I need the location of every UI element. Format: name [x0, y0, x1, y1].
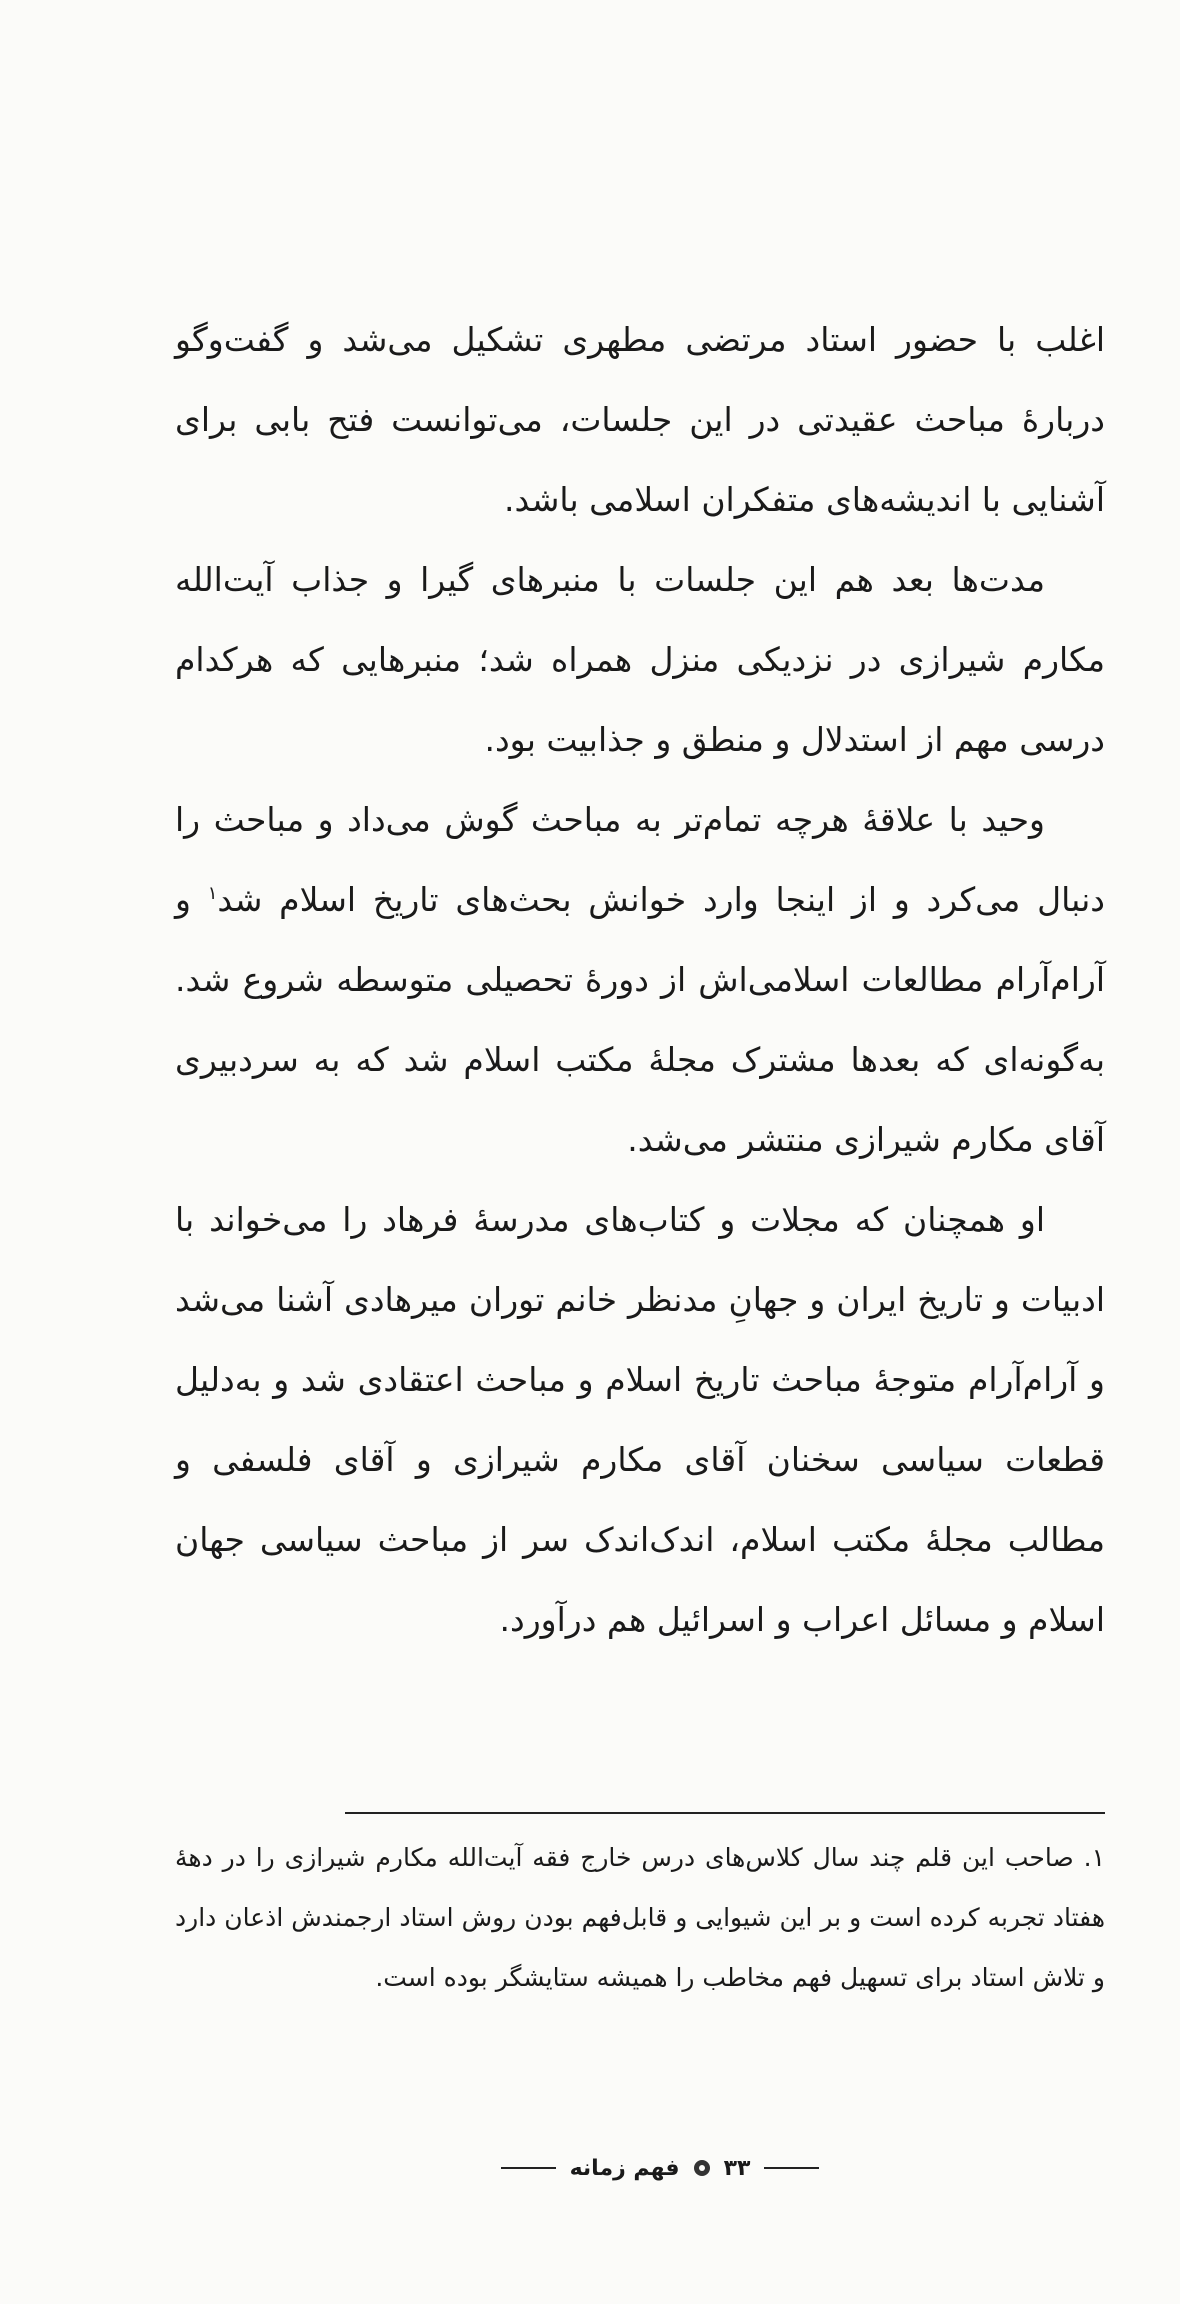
footnote	[175, 1828, 1105, 2008]
body-text	[175, 300, 1105, 1660]
paragraph-3-part-2: و آرام‌آرام مطالعات اسلامی‌اش از دورهٔ تحصیلی متوسطه شروع شد. به‌گونه‌ای که بعدها مشترک مجلهٔ مکتب اسلام شد که به سردبیری آقای مکارم شیرازی منتشر می‌شد.	[175, 880, 1105, 1159]
page-footer	[480, 2148, 840, 2188]
running-title: فهم زمانه	[569, 2155, 680, 2181]
paragraph-1: اغلب با حضور استاد مرتضی مطهری تشکیل می‌شد و گفت‌وگو دربارهٔ مباحث عقیدتی در این جلسات، می‌توانست فتح بابی برای آشنایی با اندیشه‌های متفکران اسلامی باشد.	[175, 320, 1105, 519]
paragraph-3	[175, 780, 1105, 1180]
page-number: ۳۳	[723, 2155, 751, 2181]
footer-dash-right	[501, 2167, 556, 2169]
ornament-icon	[694, 2160, 710, 2176]
paragraph-3-part-1: وحید با علاقهٔ هرچه تمام‌تر به مباحث گوش می‌داد و مباحث را دنبال می‌کرد و از اینجا وارد خوانش بحث‌های تاریخ اسلام شد	[175, 800, 1105, 919]
paragraph-4: او همچنان که مجلات و کتاب‌های مدرسهٔ فرهاد را می‌خواند با ادبیات و تاریخ ایران و جهانِ مدنظر خانم توران میرهادی آشنا می‌شد و آرام‌آرام متوجهٔ مباحث تاریخ اسلام و مباحث اعتقادی شد و به‌دلیل قطعات سیاسی سخنان آقای مکارم شیرازی و آقای فلسفی و مطالب مجلهٔ مکتب اسلام، اندک‌اندک سر از مباحث سیاسی جهان اسلام و مسائل اعراب و اسرائیل هم درآورد.	[175, 1200, 1105, 1639]
footer-dash-left	[764, 2167, 819, 2169]
footnote-text: ۱. صاحب این قلم چند سال کلاس‌های درس خارج فقه آیت‌الله مکارم شیرازی را در دههٔ هفتاد تجربه کرده است و بر این شیوایی و قابل‌فهم بودن روش استاد ارجمندش اذعان دارد و تلاش استاد برای تسهیل فهم مخاطب را همیشه ستایشگر بوده است.	[175, 1843, 1105, 1992]
paragraph-2: مدت‌ها بعد هم این جلسات با منبرهای گیرا و جذاب آیت‌الله مکارم شیرازی در نزدیکی منزل همراه شد؛ منبرهایی که هرکدام درسی مهم از استدلال و منطق و جذابیت بود.	[175, 560, 1105, 759]
footnote-divider	[345, 1812, 1105, 1814]
footnote-reference[interactable]: ۱	[207, 883, 218, 904]
